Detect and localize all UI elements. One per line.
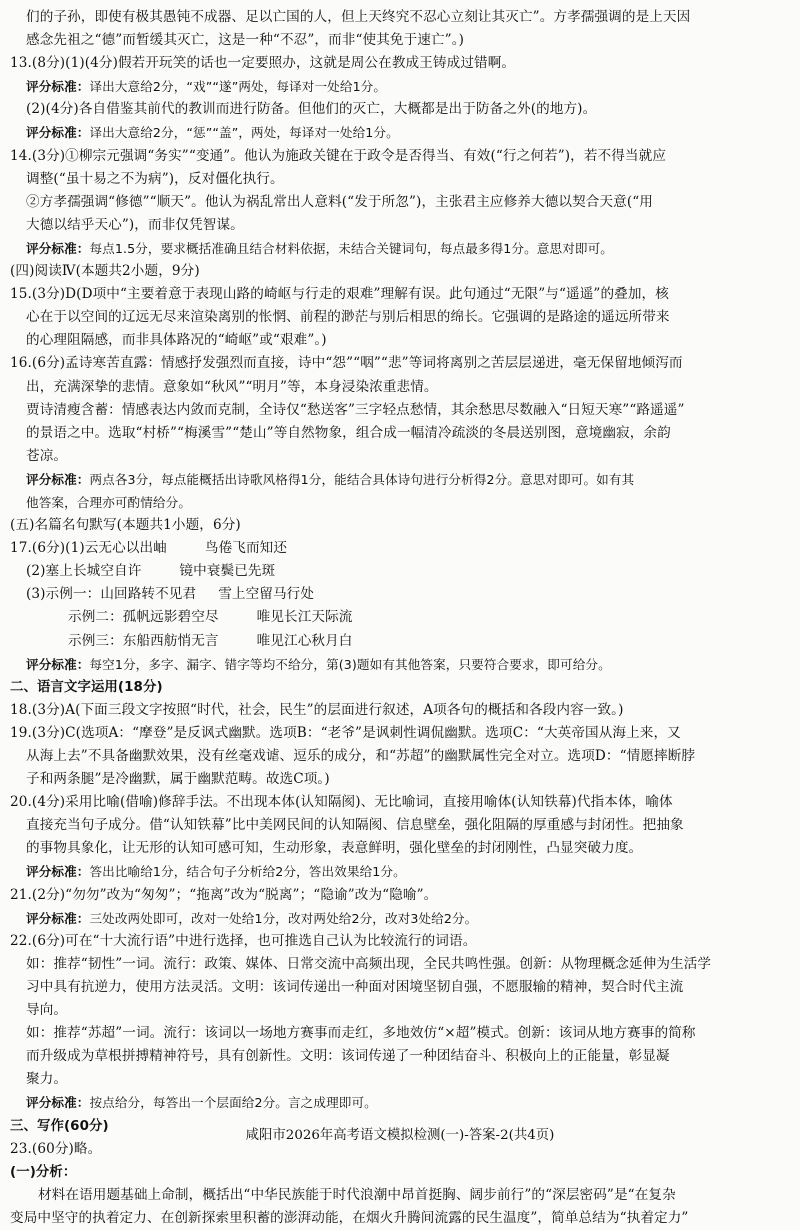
text-line: ②方孝孺强调“修德”“顺天”。他认为祸乱常出人意料(“发于所忽”)，主张君主应修养大德以契合天意(“用 (26, 193, 653, 210)
q14-answer: 14.(3分)①柳宗元强调“务实”“变通”。他认为施政关键在于政令是否得当、有效(“行之何若”)，若不得当就应 (10, 147, 667, 164)
text-line: 从海上去”不具备幽默效果，没有丝毫戏谑、逗乐的成分，和“苏超”的幽默属性完全对立。选项D：“情愿摔断脖 (26, 748, 696, 764)
text-line: 聚力。 (26, 1071, 68, 1088)
q13-answer-2: (2)(4分)各自借鉴其前代的教训而进行防备。但他们的灭亡，大概都是出于防备之外(的地方)。 (26, 101, 597, 118)
text-line: 直接充当句子成分。借“认知铁幕”比中美网民间的认知隔阂、信息壁垒，强化阻隔的厚重感与封闭性。把抽象 (26, 817, 684, 834)
score-label: 评分标准： (26, 240, 90, 256)
analysis-text: 材料在语用题基础上命制，概括出“中华民族能于时代浪潮中昂首挺胸、阔步前行”的“深层密码”是“在复杂 (38, 1186, 676, 1203)
text-line: 感念先祖之“德”而暂缓其灭亡，这是一种“不忍”，而非“使其免于速亡”。) (26, 32, 465, 49)
score-label: 评分标准： (26, 125, 90, 141)
q21-answer: 21.(2分)“勿勿”改为“匆匆”；“拖离”改为“脱离”；“隐谕”改为“隐喻”。 (10, 886, 438, 903)
text-line: 调整(“虽十易之不为病”)，反对僵化执行。 (26, 170, 284, 187)
scoring-note: 评分标准：按点给分，每答出一个层面给2分。言之成理即可。 (26, 1095, 377, 1111)
page-footer: 咸阳市2026年高考语文模拟检测(一)-答案-2(共4页) (245, 1128, 555, 1143)
scoring-note: 评分标准：译出大意给2分，“戏”“遂”两处，每译对一处给1分。 (26, 79, 387, 95)
score-label: 评分标准： (26, 864, 90, 880)
text-line: 而升级成为草根拼搏精神符号，具有创新性。文明：该词传递了一种团结奋斗、积极向上的正能量，彰显凝 (26, 1048, 670, 1065)
scoring-note: 评分标准：每点1.5分，要求概括准确且结合材料依据，未结合关键词句，每点最多得1分。意思对即可。 (26, 240, 613, 256)
q22-answer: 22.(6分)可在“十大流行语”中进行选择，也可推选自己认为比较流行的词语。 (10, 932, 477, 949)
q17-line: 示例三：东船西舫悄无言 唯见江心秋月白 (68, 632, 353, 649)
q13-answer-1: 13.(8分)(1)(4分)假若开玩笑的话也一定要照办，这就是周公在教成王铸成过错啊。 (10, 55, 516, 72)
text-line: 变局中坚守的执着定力、在创新探索里积蓄的澎湃动能，在烟火升腾间流露的民生温度”，简单总结为“执着定力” (10, 1209, 689, 1226)
text-line: 的景语之中。选取“村桥”“梅溪雪”“楚山”等自然物象，组合成一幅清冷疏淡的冬晨送别图，意境幽寂，余韵 (26, 424, 671, 441)
score-label: 评分标准： (26, 910, 90, 926)
text-line: 的事物具象化，让无形的认知可感可知，生动形象，表意鲜明，强化壁垒的封闭刚性，凸显突破力度。 (26, 840, 643, 857)
text-line: 导向。 (26, 1002, 68, 1019)
text-line: 心在于以空间的辽远无尽来渲染离别的怅惘、前程的渺茫与别后相思的绵长。它强调的是路途的遥远所带来 (26, 309, 670, 326)
q17-answer: 17.(6分)(1)云无心以出岫 鸟倦飞而知还 (10, 540, 288, 557)
section-heading: (五)名篇名句默写(本题共1小题，6分) (10, 517, 241, 534)
q18-answer: 18.(3分)A(下面三段文字按照“时代，社会，民生”的层面进行叙述，A项各句的概括和各段内容一致。) (10, 701, 624, 718)
scoring-note-cont: 他答案，合理亦可酌情给分。 (26, 494, 192, 510)
q16-answer: 16.(6分)孟诗寒苦直露：情感抒发强烈而直接，诗中“怨”“咽”“悲”等词将离别之苦层层递进，毫无保留地倾泻而 (10, 355, 683, 372)
q20-answer: 20.(4分)采用比喻(借喻)修辞手法。不出现本体(认知隔阂)、无比喻词，直接用喻体(认知铁幕)代指本体，喻体 (10, 794, 673, 811)
text-line: 贾诗清瘦含蓄：情感表达内敛而克制，全诗仅“愁送客”三字轻点愁情，其余愁思尽数融入“日短天寒”“路遥遥” (26, 401, 685, 418)
q23-answer: 23.(60分)略。 (10, 1140, 102, 1157)
text-line: 苍凉。 (26, 447, 68, 464)
score-label: 评分标准： (26, 79, 90, 95)
score-label: 评分标准： (26, 656, 90, 672)
section-heading: 二、语言文字运用(18分) (10, 679, 163, 695)
score-label: 评分标准： (26, 471, 90, 487)
q17-line: 示例二：孤帆远影碧空尽 唯见长江天际流 (68, 609, 353, 626)
text-line: 们的子孙，即使有极其愚钝不成器、足以亡国的人，但上天终究不忍心立刻让其灭亡”。方孝孺强调的是上天因 (26, 9, 691, 25)
text-line: 习中具有抗逆力，使用方法灵活。文明：该词传递出一种面对困境坚韧自强，不愿服输的精神，契合时代主流 (26, 978, 684, 995)
text-line: 的心理阻隔感，而非具体路况的“崎岖”或“艰难”。) (26, 332, 327, 349)
text-line: 如：推荐“韧性”一词。流行：政策、媒体、日常交流中高频出现，全民共鸣性强。创新：从物理概念延伸为生活学 (26, 955, 712, 972)
analysis-heading: (一)分析： (10, 1164, 77, 1180)
text-line: 大德以结乎天心”)，而非仅凭智谋。 (26, 216, 244, 233)
text-line: 出，充满深挚的悲情。意象如“秋风”“明月”等，本身浸染浓重悲情。 (26, 378, 438, 395)
q17-line: (2)塞上长城空自许 镜中衰鬓已先斑 (26, 563, 276, 580)
text-line: 子和两条腿”是冷幽默，属于幽默范畴。故选C项。) (26, 771, 330, 788)
scoring-note: 评分标准：每空1分，多字、漏字、错字等均不给分，第(3)题如有其他答案，只要符合要求，即可给分。 (26, 656, 611, 672)
text-line: 如：推荐“苏超”一词。流行：该词以一场地方赛事而走红，多地效仿“×超”模式。创新：该词从地方赛事的简称 (26, 1025, 696, 1042)
q19-answer: 19.(3分)C(选项A：“摩登”是反讽式幽默。选项B：“老爷”是讽刺性调侃幽默。选项C：“大英帝国从海上来，又 (10, 724, 681, 741)
q17-line: (3)示例一：山回路转不见君 雪上空留马行处 (26, 586, 315, 603)
score-label: 评分标准： (26, 1095, 90, 1111)
scoring-note: 评分标准：译出大意给2分，“惩”“盖”，两处，每译对一处给1分。 (26, 125, 399, 141)
scoring-note: 评分标准：答出比喻给1分，结合句子分析给2分，答出效果给1分。 (26, 864, 406, 880)
section-heading: 三、写作(60分) (10, 1118, 109, 1134)
q15-answer: 15.(3分)D(D项中“主要着意于表现山路的崎岖与行走的艰难”理解有误。此句通过“无限”与“遥遥”的叠加，核 (10, 286, 669, 303)
section-heading: (四)阅读Ⅳ(本题共2小题，9分) (10, 263, 200, 280)
scoring-note: 评分标准：两点各3分，每点能概括出诗歌风格得1分，能结合具体诗句进行分析得2分。意思对即可。如有其 (26, 471, 635, 487)
scoring-note: 评分标准：三处改两处即可，改对一处给1分，改对两处给2分，改对3处给2分。 (26, 910, 478, 926)
